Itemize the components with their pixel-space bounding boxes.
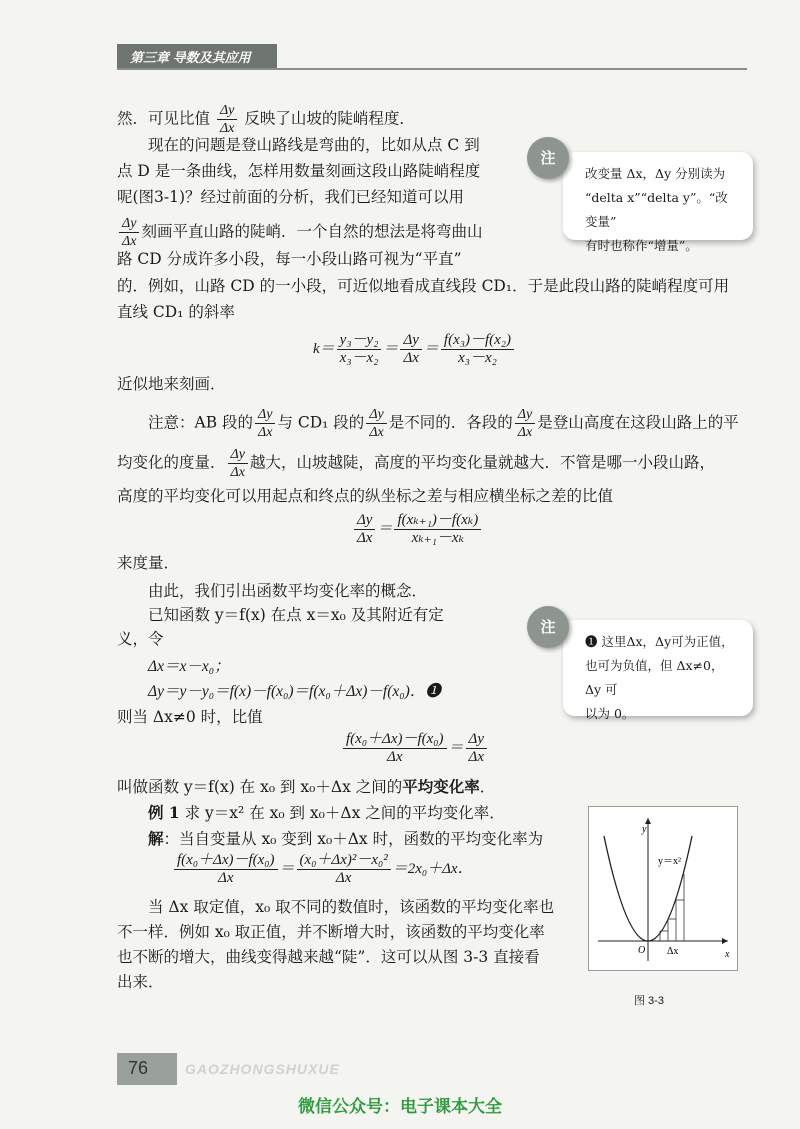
- paragraph-line: 也不断的增大，曲线变得越来越“陡”．这可以从图 3-3 直接看: [117, 948, 540, 966]
- paragraph-line: 高度的平均变化可以用起点和终点的纵坐标之差与相应横坐标之差的比值: [117, 487, 614, 505]
- side-note-1: 改变量 Δx，Δy 分别读为 “delta x”“delta y”。“改变量” 有时也称作“增量”。: [563, 152, 753, 240]
- paragraph-line: 由此，我们引出函数平均变化率的概念．: [148, 582, 428, 600]
- y-axis-label: y: [642, 824, 647, 835]
- paragraph-line: 近似地来刻画．: [117, 375, 226, 393]
- average-rate-equation: $\frac{\text{f(x₀＋Δx)－f(x₀)}}{\Delta x}$ ＝ $\frac{\Delta y}{\Delta x}$: [341, 731, 489, 766]
- delta-y-definition: Δy＝y－y₀＝f(x)－f(x₀)＝f(x₀＋Δx)－f(x₀)．❶: [148, 683, 441, 700]
- curve-label: y＝x²: [658, 856, 681, 867]
- header-rule: [117, 68, 747, 70]
- solution-equation: $\frac{\text{f(x₀＋Δx)－f(x₀)}}{\Delta x}$ ＝ $\frac{\text{(x₀＋Δx)²－x₀²}}{\Delta x}$ ＝2x₀＋Δx．: [172, 852, 473, 887]
- example-label: 例 1: [148, 803, 180, 822]
- series-brand: GAOZHONGSHUXUE: [185, 1061, 340, 1077]
- figure-caption: 图 3-3: [634, 995, 664, 1007]
- paragraph-line: 点 D 是一条曲线，怎样用数量刻画这段山路陡峭程度: [117, 162, 481, 180]
- note-tag: 注: [527, 137, 569, 179]
- paragraph-line: 则当 Δx≠0 时，比值: [117, 708, 263, 726]
- paragraph-line: $\frac{\Delta y}{\Delta x}$ 刻画平直山路的陡峭．一个自然的想法是将弯曲山: [117, 215, 482, 250]
- side-note-2: ❶ 这里Δx，Δy可为正值， 也可为负值，但 Δx≠0，Δy 可 以为 0。: [563, 620, 753, 716]
- paragraph-line: 当 Δx 取定值，x₀ 取不同的数值时，该函数的平均变化率也: [148, 898, 555, 916]
- parabola-figure: [588, 806, 738, 971]
- paragraph-line: 义，令: [117, 630, 164, 648]
- delta-x-label: Δx: [667, 946, 679, 957]
- paragraph-line: 然．可见比值 $\frac{\Delta y}{\Delta x}$ 反映了山坡的陡峭程度．: [117, 103, 415, 136]
- paragraph-line: 已知函数 y＝f(x) 在点 x＝x₀ 及其附近有定: [148, 606, 444, 624]
- solution-line: 解：当自变量从 x₀ 变到 x₀＋Δx 时，函数的平均变化率为: [148, 829, 544, 848]
- paragraph-line: 的．例如，山路 CD 的一小段，可近似地看成直线段 CD₁．于是此段山路的陡峭程度可用: [117, 277, 730, 295]
- solution-label: 解: [148, 829, 164, 848]
- slope-equation: k＝ $\frac{\text{y₃－y₂}}{\text{x₃－x₂}}$ ＝ $\frac{\Delta y}{\Delta x}$ ＝ $\frac{\text{f(x₃)－f(x₂)}}{\text{x₃－x₂}}$: [313, 332, 516, 367]
- paragraph-line: 来度量．: [117, 554, 180, 572]
- delta-x-definition: Δx＝x－x₀；: [148, 658, 230, 675]
- definition-line: 叫做函数 y＝f(x) 在 x₀ 到 x₀＋Δx 之间的平均变化率．: [117, 777, 496, 796]
- paragraph-line: 现在的问题是登山路线是弯曲的，比如从点 C 到: [148, 136, 480, 154]
- paragraph-line: 不一样．例如 x₀ 取正值，并不断增大时，该函数的平均变化率: [117, 923, 545, 941]
- ratio-equation: $\frac{\Delta y}{\Delta x}$ ＝ $\frac{\text{f(xₖ₊₁)－f(xₖ)}}{\text{xₖ₊₁－xₖ}}$: [352, 512, 483, 547]
- origin-label: O: [638, 945, 646, 956]
- watermark-caption: 微信公众号：电子课本大全: [298, 1097, 502, 1117]
- example-line: 例 1 求 y＝x² 在 x₀ 到 x₀＋Δx 之间的平均变化率．: [148, 803, 505, 822]
- figure-frame: [589, 807, 738, 971]
- paragraph-line: 呢(图3-1)？经过前面的分析，我们已经知道可以用: [117, 188, 465, 206]
- page-number: 76: [128, 1058, 149, 1078]
- paragraph-line: 注意：AB 段的 $\frac{\Delta y}{\Delta x}$ 与 CD₁ 段的 $\frac{\Delta y}{\Delta x}$ 是不同的．各段的 $\frac{\Delta y}{\Delta x}$ 是登山高度在这段山路上的平: [148, 407, 739, 440]
- paragraph-line: 路 CD 分成许多小段，每一小段山路可视为“平直”: [117, 250, 462, 268]
- chapter-title: 第三章 导数及其应用: [130, 50, 251, 65]
- note-tag: 注: [527, 606, 569, 648]
- paragraph-line: 直线 CD₁ 的斜率: [117, 303, 235, 321]
- paragraph-line: 出来．: [117, 973, 164, 991]
- x-axis-label: x: [725, 949, 730, 960]
- paragraph-line: 均变化的度量． $\frac{\Delta y}{\Delta x}$ 越大，山坡越陡，高度的平均变化量就越大．不管是哪一小段山路，: [117, 447, 715, 480]
